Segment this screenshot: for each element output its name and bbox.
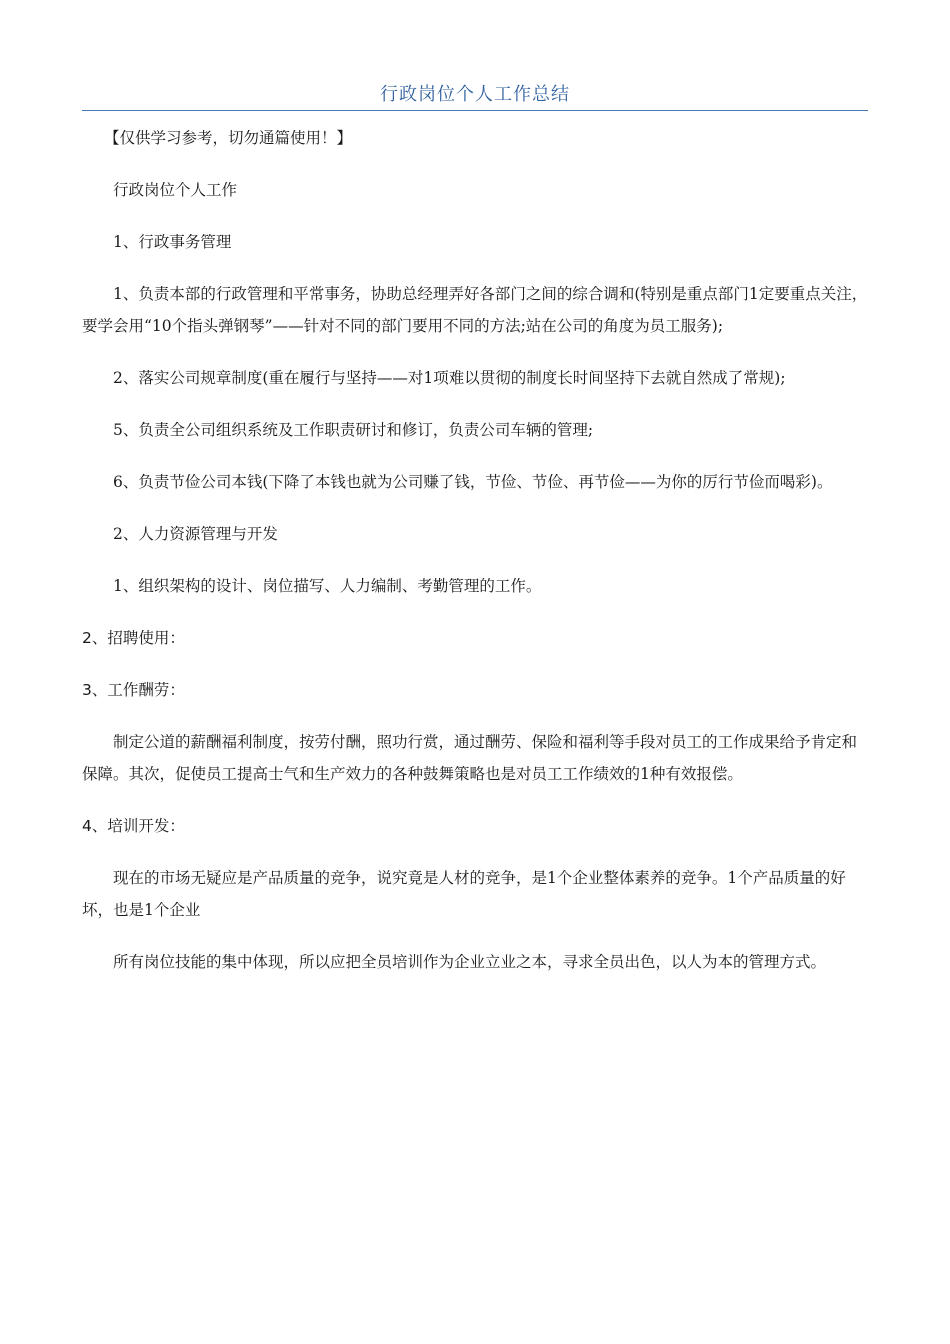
paragraph: 1、负责本部的行政管理和平常事务，协助总经理弄好各部门之间的综合调和(特别是重点部门1定要重点关注，要学会用“10个指头弹钢琴”——针对不同的部门要用不同的方法;站在公司的角度为员工服务); [82, 285, 868, 335]
paragraph: 所有岗位技能的集中体现，所以应把全员培训作为企业立业之本，寻求全员出色，以人为本的管理方式。 [113, 953, 827, 971]
paragraph: 行政岗位个人工作 [113, 181, 238, 199]
paragraph: 5、负责全公司组织系统及工作职责研讨和修订，负责公司车辆的管理; [113, 421, 594, 439]
section-heading: 1、行政事务管理 [113, 233, 232, 251]
subsection-heading: 4、培训开发： [82, 817, 185, 835]
document-body [82, 122, 868, 998]
usage-notice: 【仅供学习参考，切勿通篇使用！】 [104, 129, 353, 147]
paragraph: 1、组织架构的设计、岗位描写、人力编制、考勤管理的工作。 [113, 577, 542, 595]
document-title: 行政岗位个人工作总结 [380, 84, 570, 105]
section-heading: 2、人力资源管理与开发 [113, 525, 278, 543]
page-header [82, 80, 868, 111]
subsection-heading: 3、工作酬劳： [82, 681, 185, 699]
subsection-heading: 2、招聘使用： [82, 629, 185, 647]
paragraph: 现在的市场无疑应是产品质量的竞争，说究竟是人材的竞争，是1个企业整体素养的竞争。1个产品质量的好坏，也是1个企业 [82, 869, 846, 919]
paragraph: 制定公道的薪酬福利制度，按劳付酬，照功行赏，通过酬劳、保险和福利等手段对员工的工作成果给予肯定和保障。其次，促使员工提高士气和生产效力的各种鼓舞策略也是对员工工作绩效的1种有效报偿。 [82, 733, 858, 783]
paragraph: 2、落实公司规章制度(重在履行与坚持——对1项难以贯彻的制度长时间坚持下去就自然成了常规); [113, 369, 786, 387]
paragraph: 6、负责节俭公司本钱(下降了本钱也就为公司赚了钱，节俭、节俭、再节俭——为你的厉行节俭而喝彩)。 [113, 473, 833, 491]
